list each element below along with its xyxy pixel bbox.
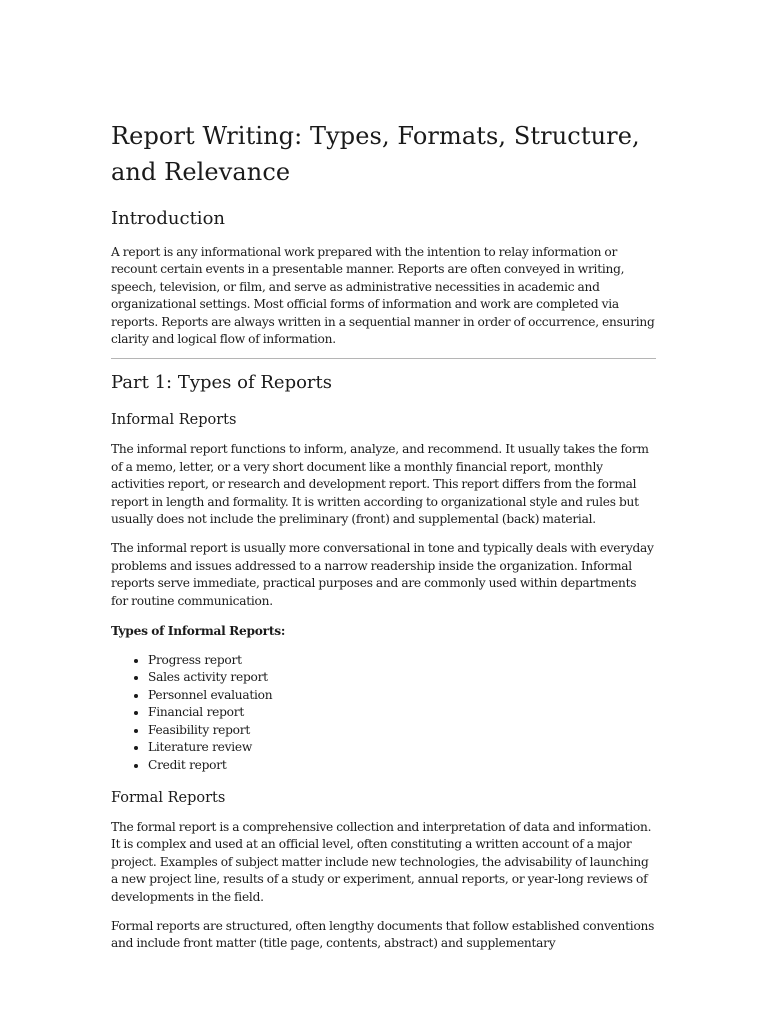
informal-paragraph-1: The informal report functions to inform, analyze, and recommend. It usually takes the form of a memo, letter, or a very short document like a monthly financial report, monthly activities report, or research and development report. This report differs from the formal report in length and formality. It is written according to organizational style and rules but usually does not include the preliminary (front) and supplemental (back) material.	[111, 442, 649, 527]
list-item: • Progress report	[148, 652, 656, 670]
section-divider	[111, 358, 656, 359]
introduction-paragraph: A report is any informational work prepared with the intention to relay information or recount certain events in a presentable manner. Reports are often conveyed in writing, speech, television, or film, and serve as administrative necessities in academic and organizational settings. Most official forms of information and work are completed via reports. Reports are always written in a sequential manner in order of occurrence, ensuring clarity and logical flow of information.	[111, 245, 655, 347]
informal-paragraph-2: The informal report is usually more conversational in tone and typically deals with everyday problems and issues addressed to a narrow readership inside the organization. Informal reports serve immediate, practical purposes and are commonly used within departments for routine communication.	[111, 541, 654, 608]
list-item: • Sales activity report	[148, 669, 656, 687]
informal-types-label: Types of Informal Reports:	[111, 624, 286, 639]
list-item: • Credit report	[148, 757, 656, 775]
formal-reports-heading: Formal Reports	[111, 790, 226, 806]
list-item: • Literature review	[148, 739, 656, 757]
part1-heading: Part 1: Types of Reports	[111, 372, 333, 394]
list-item: • Personnel evaluation	[148, 687, 656, 705]
formal-paragraph-2: Formal reports are structured, often lengthy documents that follow established conventions and include front matter (title page, contents, abstract) and supplementary	[111, 919, 655, 951]
document-page	[111, 118, 656, 963]
list-item: • Feasibility report	[148, 722, 656, 740]
informal-reports-heading: Informal Reports	[111, 412, 237, 429]
informal-types-list	[111, 652, 656, 775]
page-title: Report Writing: Types, Formats, Structure, and Relevance	[111, 122, 640, 186]
introduction-heading: Introduction	[111, 208, 225, 229]
list-item: • Financial report	[148, 704, 656, 722]
formal-paragraph-1: The formal report is a comprehensive collection and interpretation of data and information. It is complex and used at an official level, often constituting a written account of a major project. Examples of subject matter include new technologies, the advisability of launching a new project line, results of a study or experiment, annual reports, or year-long reviews of developments in the field.	[111, 820, 652, 904]
